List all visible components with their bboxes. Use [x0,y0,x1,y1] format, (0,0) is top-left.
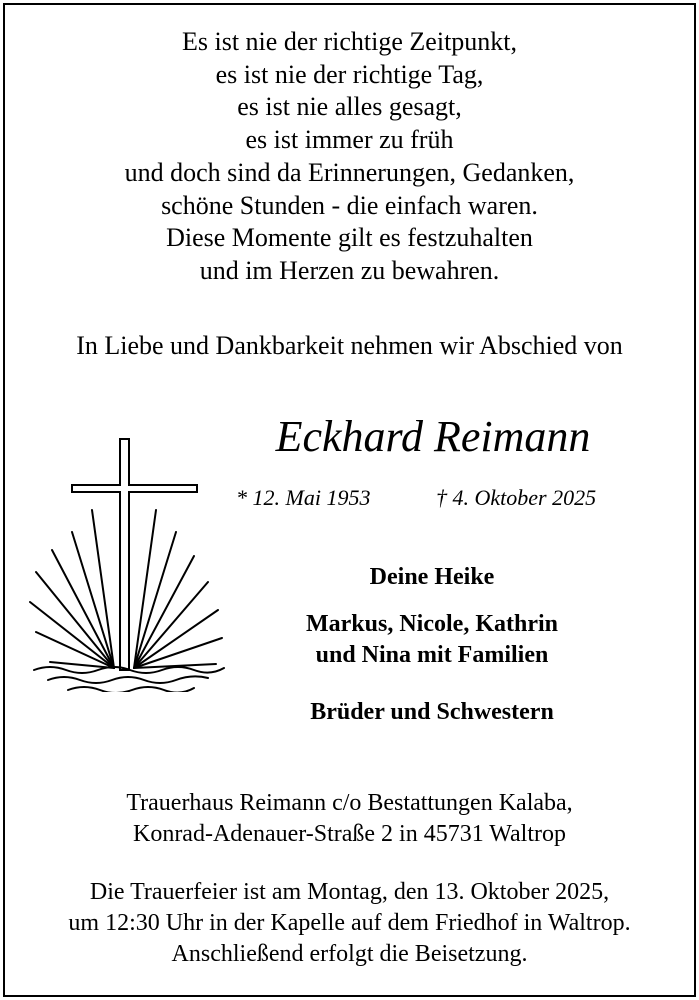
death-date: † 4. Oktober 2025 [436,485,597,510]
mourner-children-line: und Nina mit Familien [315,642,549,668]
poem-line: es ist immer zu früh [245,125,454,155]
poem-line: und im Herzen zu bewahren. [199,255,500,285]
poem-line: schöne Stunden - die einfach waren. [161,190,538,220]
poem-line: Es ist nie der richtige Zeitpunkt, [181,27,518,56]
poem-line: und doch sind da Erinnerungen, Gedanken, [124,157,575,187]
cross-with-sunrays-and-water-icon [28,432,228,692]
funeral-service-info [0,877,699,970]
mourning-house-address [0,788,699,850]
service-line: Anschließend erfolgt die Beisetzung. [171,941,528,967]
poem-line: es ist nie alles gesagt, [237,92,462,122]
mourner-spouse: Deine Heike [369,564,495,590]
deceased-name: Eckhard Reimann [275,412,591,461]
address-line: Trauerhaus Reimann c/o Bestattungen Kalaba, [126,790,573,816]
mourner-children-line: Markus, Nicole, Kathrin [306,611,558,637]
poem [0,26,699,288]
poem-line: es ist nie der richtige Tag, [215,59,484,89]
farewell-intro: In Liebe und Dankbarkeit nehmen wir Abschied von [76,331,623,360]
mourner-siblings: Brüder und Schwestern [310,699,554,725]
poem-line: Diese Momente gilt es festzuhalten [166,223,533,253]
birth-date: * 12. Mai 1953 [236,485,371,510]
service-line: Die Trauerfeier ist am Montag, den 13. Oktober 2025, [89,879,610,905]
mourner-children [214,609,650,671]
address-line: Konrad-Adenauer-Straße 2 in 45731 Waltrop [132,821,567,847]
service-line: um 12:30 Uhr in der Kapelle auf dem Friedhof in Waltrop. [68,910,631,936]
